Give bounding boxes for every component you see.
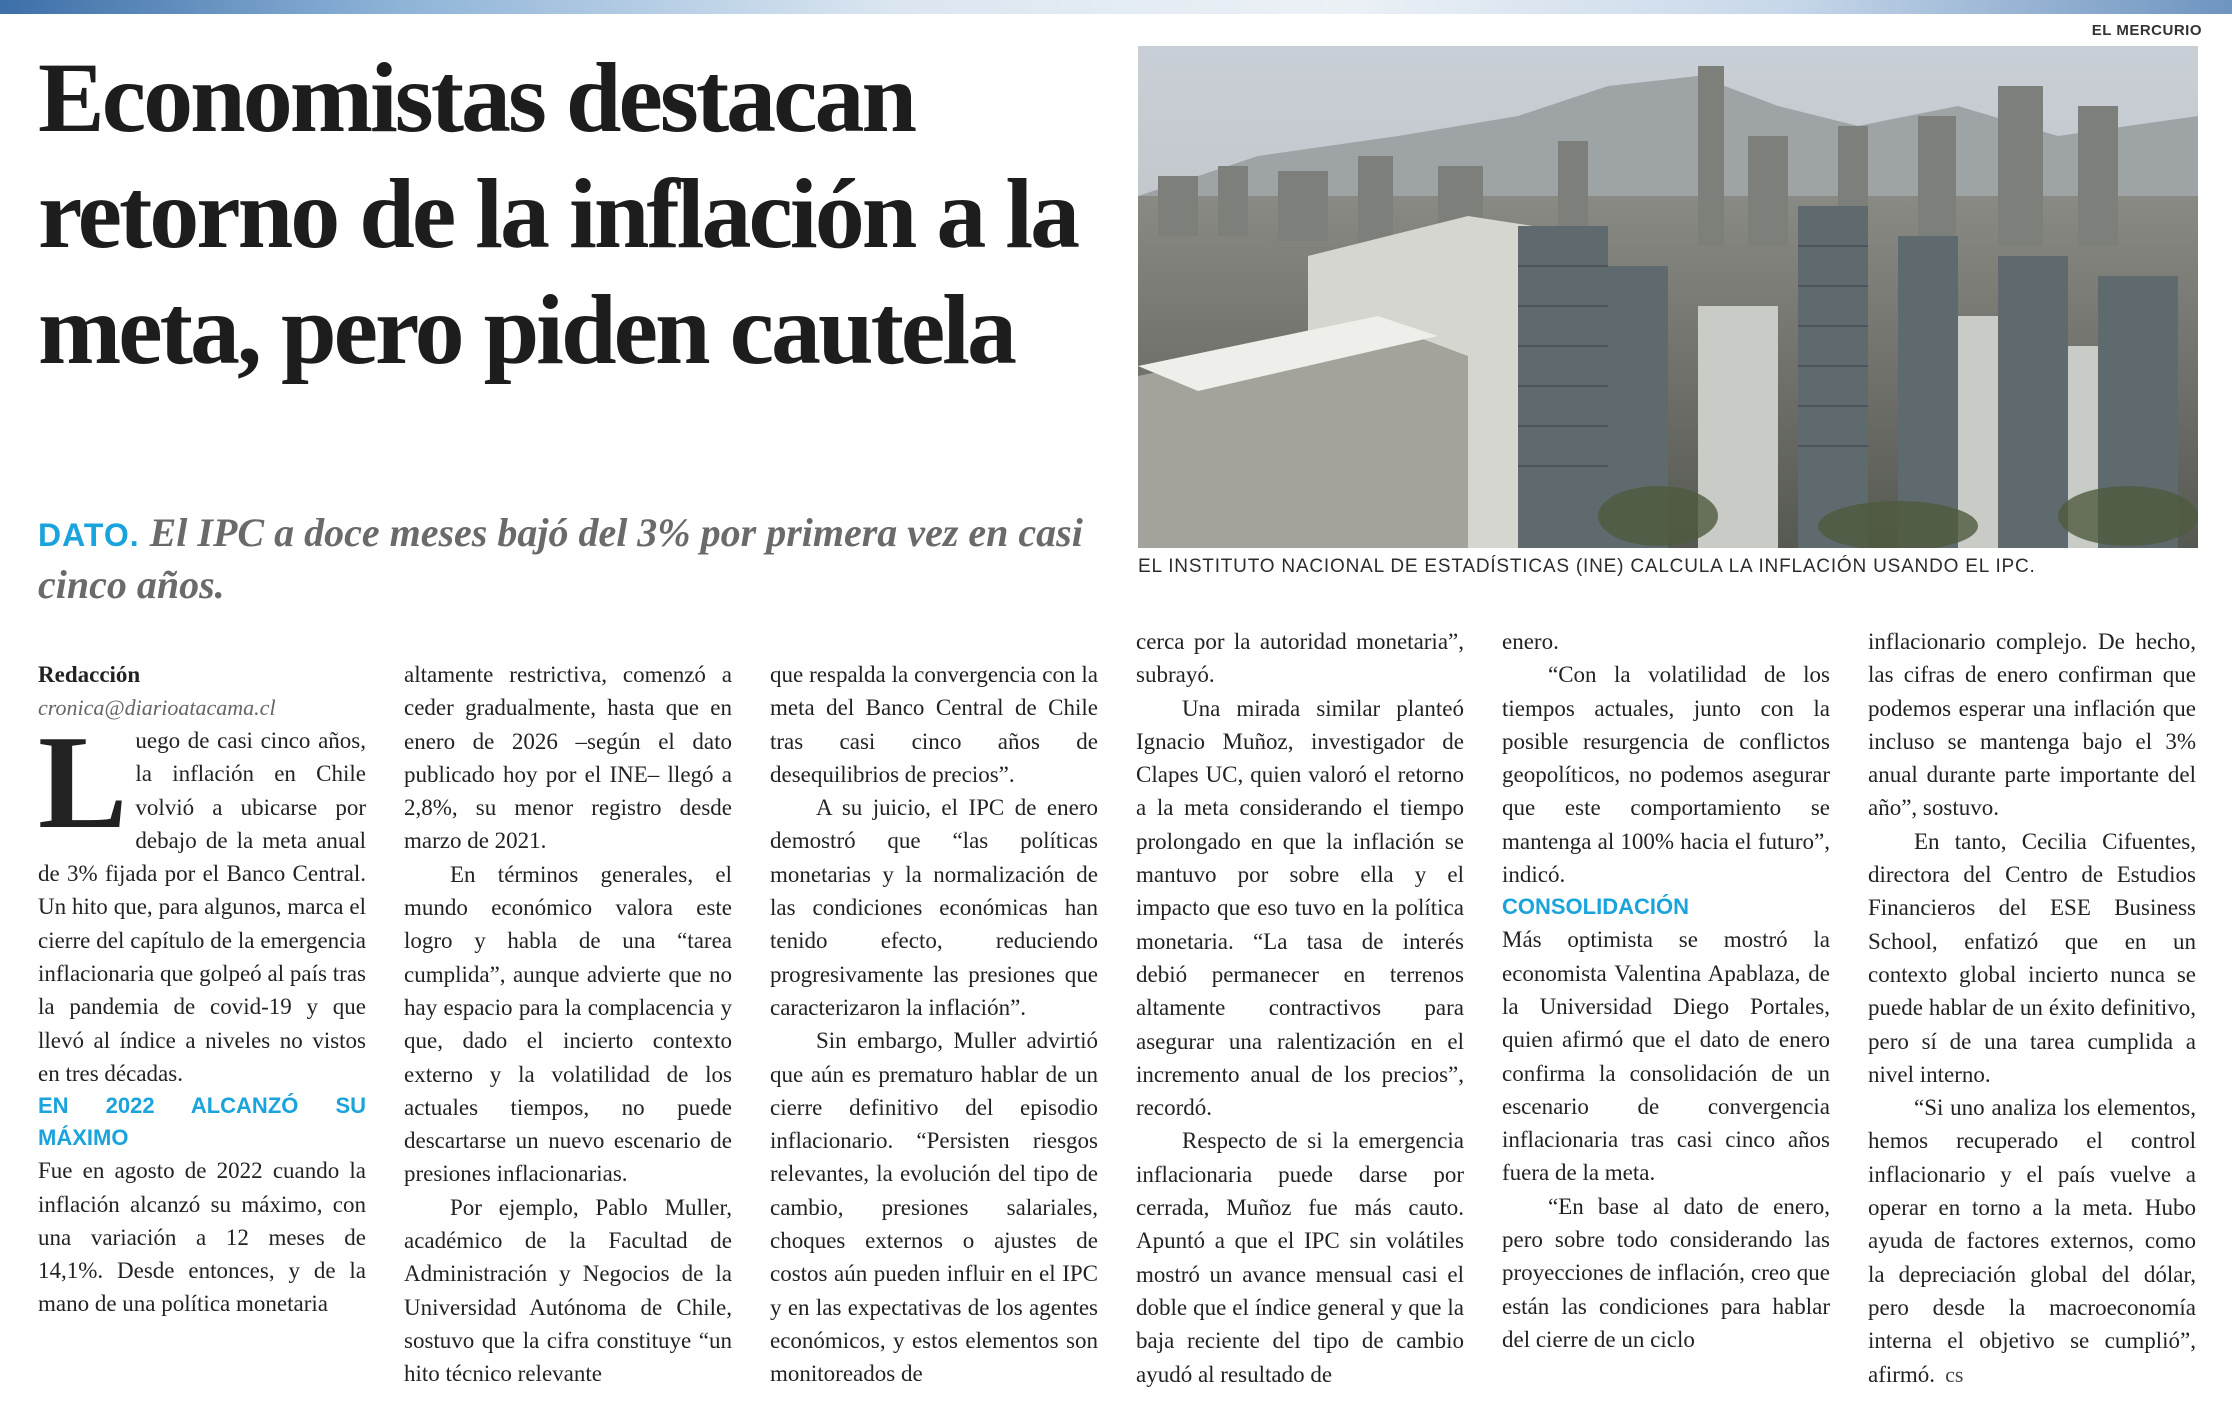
paragraph-text: “Si uno analiza los elementos, hemos recuperado el control inflacionario y el país vuelve a operar en torno a la meta. Hubo ayuda de factores externos, como la depreciación global del dólar, pero desde la macroeconomía interna el objetivo se cumplió”, afirmó.	[1868, 1095, 2196, 1387]
city-skyline-photo	[1138, 46, 2198, 548]
deck-text: El IPC a doce meses bajó del 3% por primera vez en casi cinco años.	[38, 510, 1083, 607]
article-paragraph: enero.	[1502, 629, 1559, 654]
deck	[38, 508, 1098, 610]
article-paragraph: cerca por la autoridad monetaria”, subrayó.	[1136, 629, 1464, 688]
article-column-1	[38, 658, 366, 1321]
article-paragraph: “En base al dato de enero, pero sobre todo considerando las proyecciones de inflación, creo que están las condiciones para hablar del cierre de un ciclo	[1502, 1193, 1830, 1352]
article-paragraph: A su juicio, el IPC de enero demostró que “las políticas monetarias y la normalización de las condiciones económicas han tenido efecto, reduciendo progresivamente las presiones que caracterizaron la inflación”.	[770, 795, 1098, 1020]
headline: Economistas destacan retorno de la inflación a la meta, pero piden cautela	[38, 42, 1078, 385]
article-column-2	[404, 658, 732, 1391]
article-paragraph	[38, 708, 366, 1090]
article-paragraph: “Con la volatilidad de los tiempos actuales, junto con la posible resurgencia de conflictos geopolíticos, no podemos asegurar que este comportamiento se mantenga al 100% hacia el futuro”, indicó.	[1502, 662, 1830, 888]
article-paragraph: Respecto de si la emergencia inflacionaria puede darse por cerrada, Muñoz fue más cauto. Apuntó a que el IPC sin volátiles mostró un avance mensual casi el doble que el índice general y que la baja reciente del tipo de cambio ayudó al resultado de	[1136, 1128, 1464, 1387]
article-paragraph: Por ejemplo, Pablo Muller, académico de la Facultad de Administración y Negocios de la Universidad Autónoma de Chile, sostuvo que la cifra constituye “un hito técnico relevante	[404, 1194, 732, 1387]
article-column-6	[1868, 625, 2196, 1391]
drop-cap: L	[38, 708, 128, 856]
article-paragraph: Más optimista se mostró la economista Valentina Apablaza, de la Universidad Diego Portales, quien afirmó que el dato de enero confirma la consolidación de un escenario de convergencia inflacionaria tras casi cinco años fuera de la meta.	[1502, 927, 1830, 1186]
photo-caption: EL INSTITUTO NACIONAL DE ESTADÍSTICAS (INE) CALCULA LA INFLACIÓN USANDO EL IPC.	[1138, 556, 2036, 577]
photo-credit: EL MERCURIO	[2091, 22, 2202, 39]
subhead-maximo: EN 2022 ALCANZÓ SU MÁXIMO	[38, 1093, 366, 1151]
article-paragraph: que respalda la convergencia con la meta del Banco Central de Chile tras casi cinco años de desequilibrios de precios”.	[770, 662, 1098, 787]
deck-tag: DATO.	[38, 517, 140, 553]
article-column-5	[1502, 625, 1830, 1356]
paragraph-text: uego de casi cinco años, la inflación en Chile volvió a ubicarse por debajo de la meta anual de 3% fijada por el Banco Central. Un hito que, para algunos, marca el cierre del capítulo de la emergencia inflacionaria que golpeó al país tras la pandemia de covid-19 y que llevó al índice a niveles no vistos en tres décadas.	[38, 728, 366, 1086]
article-paragraph: inflacionario complejo. De hecho, las cifras de enero confirman que podemos esperar una inflación que incluso se mantenga bajo el 3% anual durante parte importante del año”, sostuvo.	[1868, 629, 2196, 821]
end-mark-icon: cs	[1945, 1361, 1964, 1387]
article-paragraph: Fue en agosto de 2022 cuando la inflación alcanzó su máximo, con una variación a 12 meses de 14,1%. Desde entonces, y de la mano de una política monetaria	[38, 1158, 366, 1317]
article-paragraph: En términos generales, el mundo económico valora este logro y habla de una “tarea cumplida”, aunque advierte que no hay espacio para la complacencia y que, dado el incierto contexto externo y la volatilidad de los actuales tiempos, no puede descartarse un nuevo escenario de presiones inflacionarias.	[404, 861, 732, 1187]
subhead-consolidacion: CONSOLIDACIÓN	[1502, 894, 1689, 920]
byline-author: Redacción	[38, 662, 141, 687]
top-color-band	[0, 0, 2232, 14]
byline-email: cronica@diarioatacama.cl	[38, 695, 276, 720]
article-paragraph: Una mirada similar planteó Ignacio Muñoz, investigador de Clapes UC, quien valoró el retorno a la meta considerando el tiempo prolongado en que la inflación se mantuvo por sobre ella y el impacto que eso tuvo en la política monetaria. “La tasa de interés debió permanecer en terrenos altamente contractivos para asegurar una ralentización en el incremento anual de los precios”, recordó.	[1136, 695, 1464, 1121]
article-column-3	[770, 658, 1098, 1391]
article-paragraph: altamente restrictiva, comenzó a ceder gradualmente, hasta que en enero de 2026 –según el dato publicado hoy por el INE– llegó a 2,8%, su menor registro desde marzo de 2021.	[404, 662, 732, 854]
article-paragraph: Sin embargo, Muller advirtió que aún es prematuro hablar de un cierre definitivo del episodio inflacionario. “Persisten riesgos relevantes, la evolución del tipo de cambio, presiones salariales, choques externos o ajustes de costos aún pueden influir en el IPC y en las expectativas de los agentes económicos, y estos elementos son monitoreados de	[770, 1028, 1098, 1387]
article-paragraph	[1868, 1091, 2196, 1391]
article-column-4	[1136, 625, 1464, 1391]
article-paragraph: En tanto, Cecilia Cifuentes, directora del Centro de Estudios Financieros del ESE Business School, enfatizó que en un contexto global incierto nunca se puede hablar de un éxito definitivo, pero sí de una tarea cumplida a nivel interno.	[1868, 828, 2196, 1087]
